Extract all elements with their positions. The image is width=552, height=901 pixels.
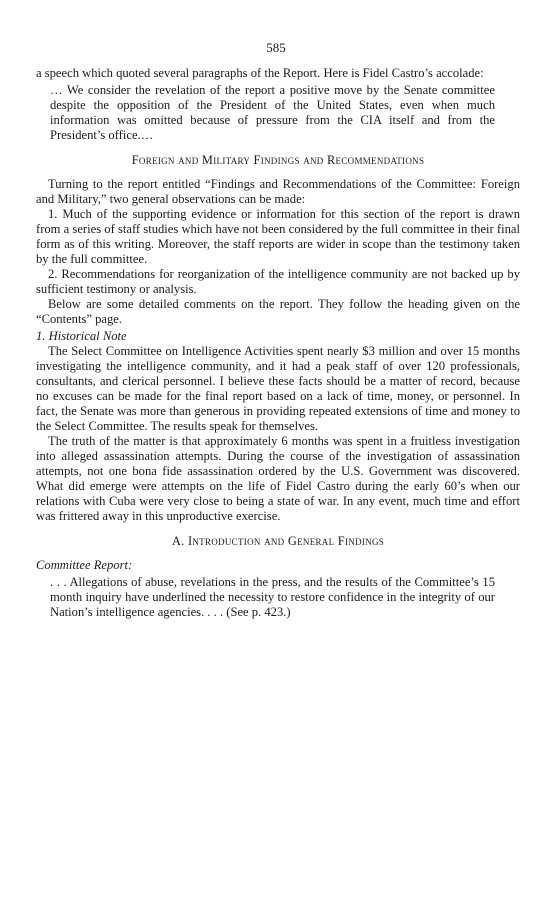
castro-quote: … We consider the revelation of the report a positive move by the Senate committee despite the opposition of the President of the United States, even when much information was omitted because of pressure from the CIA itself and from the President’s office.… xyxy=(50,83,495,142)
observation-1: 1. Much of the supporting evidence or information for this section of the report is drawn from a series of staff studies which have not been considered by the full committee in their final form as of this writing. Moreover, the staff reports are wider in scope than the testimony taken by the full committee. xyxy=(36,207,520,266)
observation-2: 2. Recommendations for reorganization of the intelligence community are not backed up by sufficient testimony or analysis. xyxy=(36,267,520,296)
comments-paragraph: Below are some detailed comments on the report. They follow the heading given on the “Contents” page. xyxy=(36,297,520,326)
page-body xyxy=(36,66,520,620)
intro-paragraph: a speech which quoted several paragraphs of the Report. Here is Fidel Castro’s accolade: xyxy=(36,66,484,80)
historical-note-paragraph-2: The truth of the matter is that approximately 6 months was spent in a fruitless investigation into alleged assassination attempts. During the course of the investigation of assassination attempts, not one bona fide assassination ordered by the U.S. Government was discovered. What did emerge were attempts on the life of Fidel Castro during the early 60’s when our relations with Cuba were very close to being a state of war. In any event, much time and effort was frittered away in this unproductive exercise. xyxy=(36,434,520,523)
historical-note-heading: 1. Historical Note xyxy=(36,329,127,343)
committee-report-label: Committee Report: xyxy=(36,558,133,572)
page-number: 585 xyxy=(266,40,286,55)
section-intro-paragraph: Turning to the report entitled “Findings and Recommendations of the Committee: Foreign and Military,” two general observations can be made: xyxy=(36,177,520,206)
section-heading-introduction: A. Introduction and General Findings xyxy=(171,534,385,548)
historical-note-paragraph-1: The Select Committee on Intelligence Activities spent nearly $3 million and over 15 months investigating the intelligence community, and it had a peak staff of over 120 professionals, consultants, and clerical personnel. I believe these facts should be a matter of record, because no excuses can be made for the final report based on a lack of time, money, or personnel. In fact, the Senate was more than generous in providing repeated extensions of time and money to the Select Committee. The results speak for themselves. xyxy=(36,344,520,433)
committee-report-quote: . . . Allegations of abuse, revelations in the press, and the results of the Committee’s 15 month inquiry have underlined the necessity to restore confidence in the integrity of our Nation’s intelligence agencies. . . . (See p. 423.) xyxy=(50,575,495,619)
section-heading-foreign-military: Foreign and Military Findings and Recommendations xyxy=(131,153,425,167)
